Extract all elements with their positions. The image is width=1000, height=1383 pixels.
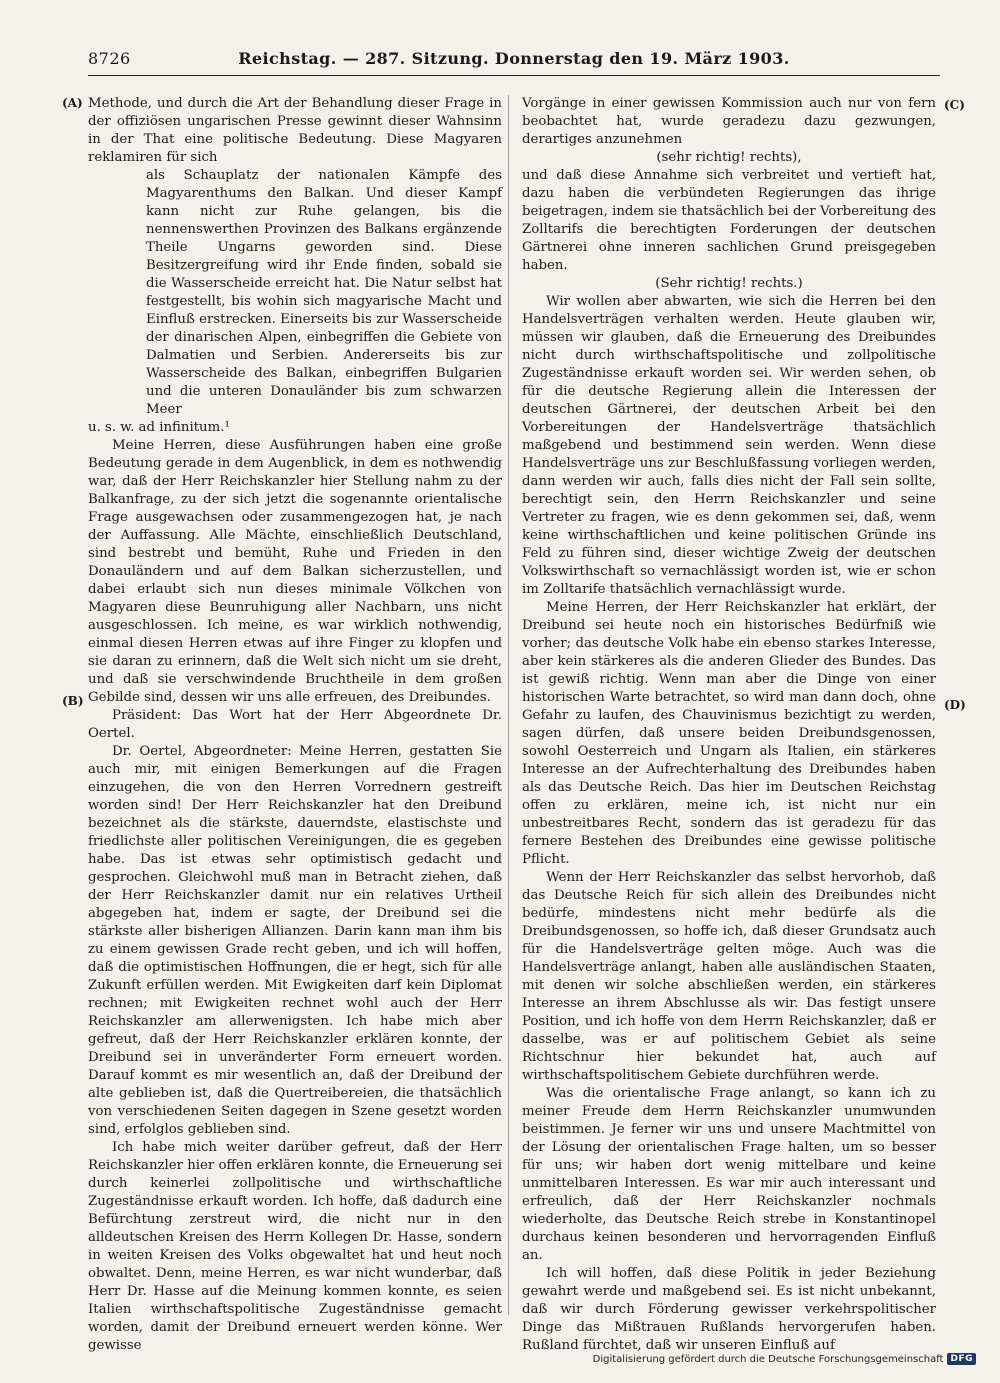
digitization-footer [593, 1353, 976, 1365]
right-column [522, 95, 936, 1355]
paragraph: Ich habe mich weiter darüber gefreut, daß der Herr Reichskanzler hier offen erklären konnte, die Erneuerung sei durch keinerlei zollpolitische und wirthschaftliche Zugeständnisse erkauft worden. Ich hoffe, daß dadurch eine Befürchtung zerstreut wird, die nicht nur in den alldeutschen Kreisen des Herrn Kollegen Dr. Hasse, sondern in weiten Kreisen des Volks obgewaltet hat und heut noch obwaltet. Denn, meine Herren, es war nicht wunderbar, daß Herr Dr. Hasse auf die Meinung kommen konnte, es seien Italien wirthschaftspolitische Zugeständnisse gemacht worden, damit der Dreibund erneuert werden könne. Wer gewisse [88, 1140, 502, 1353]
page-number: 8726 [88, 49, 131, 68]
margin-marker-c: (C) [944, 98, 965, 112]
paragraph: und daß diese Annahme sich verbreitet und vertieft hat, dazu haben die verbündeten Regierungen das ihrige beigetragen, indem sie thatsächlich bei der Vorbereitung des Zolltarifs die berechtigten Forderungen der deutschen Gärtnerei ohne inneren sachlichen Grund preisgegeben haben. [522, 168, 936, 273]
dfg-logo: DFG [947, 1353, 976, 1365]
block-quote: als Schauplatz der nationalen Kämpfe des Magyarenthums den Balkan. Und dieser Kampf kann nicht zur Ruhe gelangen, bis die nennenswerthen Provinzen des Balkans ergänzende Theile Ungarns geworden sind. Diese Besitzergreifung wird ihr Ende finden, sobald sie die Wasserscheide erreicht hat. Die Natur selbst hat festgestellt, bis wohin sich magyarische Macht und Einfluß erstrecken. Einerseits bis zur Wasserscheide der dinarischen Alpen, einbegriffen die Gebiete von Dalmatien und Serbien. Andererseits bis zur Wasserscheide des Balkan, einbegriffen Bulgarien und die unteren Donauländer bis zum schwarzen Meer [146, 168, 502, 417]
paragraph: Was die orientalische Frage anlangt, so kann ich zu meiner Freude dem Herrn Reichskanzler unumwunden beistimmen. Je ferner wir uns und unsere Machtmittel von der Lösung der orientalischen Frage halten, um so besser für uns; wir haben dort wenig mittelbare und keine unmittelbaren Interessen. Es war mir auch interessant und erfreulich, daß der Herr Reichskanzler nochmals wiederholte, das Deutsche Reich strebe in Konstantinopel durchaus keinen besonderen und hervorragenden Einfluß an. [522, 1086, 936, 1263]
president-speaker-line: Präsident: Das Wort hat der Herr Abgeordnete Dr. Oertel. [88, 708, 502, 741]
paragraph: Methode, und durch die Art der Behandlung dieser Frage in der offiziösen ungarischen Presse gewinnt dieser Wahnsinn in der That eine politische Bedeutung. Diese Magyaren reklamiren für sich [88, 96, 502, 165]
footer-text: Digitalisierung gefördert durch die Deutsche Forschungsgemeinschaft [592, 1353, 944, 1365]
left-column [88, 95, 502, 1355]
interjection: (Sehr richtig! rechts.) [655, 276, 803, 291]
paragraph: Dr. Oertel, Abgeordneter: Meine Herren, gestatten Sie auch mir, mit einigen Bemerkungen auf die Fragen einzugehen, die von den Herren Vorrednern gestreift worden sind! Der Herr Reichskanzler hat den Dreibund bezeichnet als die stärkste, dauerndste, elastischste und friedlichste aller politischen Vereinigungen, die es gegeben habe. Das ist etwas sehr optimistisch gedacht und gesprochen. Gleichwohl muß man in Betracht ziehen, daß der Herr Reichskanzler damit nur ein relatives Urtheil abgegeben hat, indem er sagte, der Dreibund sei die stärkste aller bisherigen Allianzen. Darin kann man ihm bis zu einem gewissen Grade recht geben, und ich will hoffen, daß die optimistischen Hoffnungen, die er hegt, sich für alle Zukunft erfüllen werden. Mit Ewigkeiten darf kein Diplomat rechnen; mit Ewigkeiten rechnet wohl auch der Herr Reichskanzler am allerwenigsten. Ich habe mich aber gefreut, daß der Herr Reichskanzler erklären konnte, der Dreibund sei in unveränderter Form erneuert worden. Darauf kommt es mir wesentlich an, daß der Dreibund der alte geblieben ist, daß die Quertreibereien, die thatsächlich von verschiedenen Seiten dagegen in Szene gesetzt worden sind, erfolglos geblieben sind. [88, 744, 502, 1137]
header-rule [88, 75, 940, 76]
paragraph: Vorgänge in einer gewissen Kommission auch nur von fern beobachtet hat, wurde geradezu dazu gezwungen, derartiges anzunehmen [522, 96, 936, 147]
page-header [88, 48, 940, 72]
column-divider [508, 95, 509, 1315]
paragraph: u. s. w. ad infinitum.¹ [88, 420, 230, 435]
paragraph: Wenn der Herr Reichskanzler das selbst hervorhob, daß das Deutsche Reich für sich allein des Dreibundes nicht bedürfe, mindestens nicht mehr bedürfe als die Dreibundsgenossen, so hoffe ich, daß dieser Grundsatz auch für die Handelsverträge gelten möge. Auch was die Handelsverträge anlangt, haben alle ausländischen Staaten, mit denen wir solche abschließen werden, ein stärkeres Interesse an ihrem Abschlusse als wir. Das festigt unsere Position, und ich hoffe von dem Herrn Reichskanzler, daß er dasselbe, was er auf politischem Gebiet als seine Richtschnur hier bekundet hat, auch auf wirthschaftspolitischem Gebiete durchführen werde. [522, 870, 936, 1083]
paragraph: Meine Herren, der Herr Reichskanzler hat erklärt, der Dreibund sei heute noch ein historisches Bedürfniß wie vorher; das deutsche Volk habe ein ebenso starkes Interesse, aber kein stärkeres als die anderen Glieder des Bundes. Das ist gewiß richtig. Wenn man aber die Dinge von einer historischen Warte betrachtet, so wird man dann doch, ohne Gefahr zu laufen, des Chauvinismus bezichtigt zu werden, sagen dürfen, daß unsere beiden Dreibundsgenossen, sowohl Oesterreich und Ungarn als Italien, ein stärkeres Interesse an der Aufrechterhaltung des Dreibundes haben als das Deutsche Reich. Das hier im Deutschen Reichstag offen zu erklären, meine ich, ist nicht nur ein unbestreitbares Recht, sondern das ist geradezu für das fernere Bestehen des Dreibundes eine gewisse politische Pflicht. [522, 600, 936, 867]
margin-marker-b: (B) [62, 694, 84, 708]
margin-marker-d: (D) [944, 698, 966, 712]
paragraph: Ich will hoffen, daß diese Politik in jeder Beziehung gewahrt werde und maßgebend sei. Es ist nicht unbekannt, daß wir durch Förderung gewisser verkehrspolitischer Dinge das Mißtrauen Rußlands hervorgerufen haben. Rußland fürchtet, daß wir unseren Einfluß auf [522, 1266, 936, 1353]
paragraph: Wir wollen aber abwarten, wie sich die Herren bei den Handelsverträgen verhalten werden. Heute glauben wir, müssen wir glauben, daß die Erneuerung des Dreibundes nicht durch wirthschaftspolitische und zollpolitische Zugeständnisse erkauft worden sei. Wir werden sehen, ob für die deutsche Regierung allein die Interessen der deutschen Gärtnerei, der deutschen Arbeit bei den Vorbereitungen der Handelsverträge thatsächlich maßgebend und bestimmend sein werden. Wenn diese Handelsverträge uns zur Beschlußfassung vorliegen werden, dann werden wir auch, falls dies nicht der Fall sein sollte, berechtigt sein, den Herrn Reichskanzler und seine Vertreter zu fragen, wie es denn gekommen sei, daß, wenn keine wirthschaftlichen und keine politischen Gründe ins Feld zu führen sind, dieser wichtige Zweig der deutschen Volkswirthschaft so vernachlässigt worden ist, wie er schon im Zolltarife thatsächlich vernachlässigt wurde. [522, 294, 936, 597]
paragraph: Meine Herren, diese Ausführungen haben eine große Bedeutung gerade in dem Augenblick, in dem es nothwendig war, daß der Herr Reichskanzler hier Stellung nahm zu der Balkanfrage, zu der sich jetzt die sogenannte orientalische Frage ausgewachsen oder zusammengezogen hat, je nach der Auffassung. Alle Mächte, einschließlich Deutschland, sind bestrebt und bemüht, Ruhe und Frieden in den Donauländern und auf dem Balkan sicherzustellen, und dabei erlaubt sich nun dieses minimale Völkchen von Magyaren diese Beunruhigung aller Nachbarn, uns nicht ausgeschlossen. Ich meine, es war wirklich nothwendig, einmal diesen Herren etwas auf ihre Finger zu klopfen und sie daran zu erinnern, daß die Welt sich nicht um sie dreht, und daß sie verschwindende Bruchtheile in dem großen Gebilde sind, dessen wir uns alle erfreuen, des Dreibundes. [88, 438, 502, 705]
running-title: Reichstag. — 287. Sitzung. Donnerstag den 19. März 1903. [238, 49, 790, 68]
margin-marker-a: (A) [62, 96, 83, 110]
interjection: (sehr richtig! rechts), [656, 150, 802, 165]
